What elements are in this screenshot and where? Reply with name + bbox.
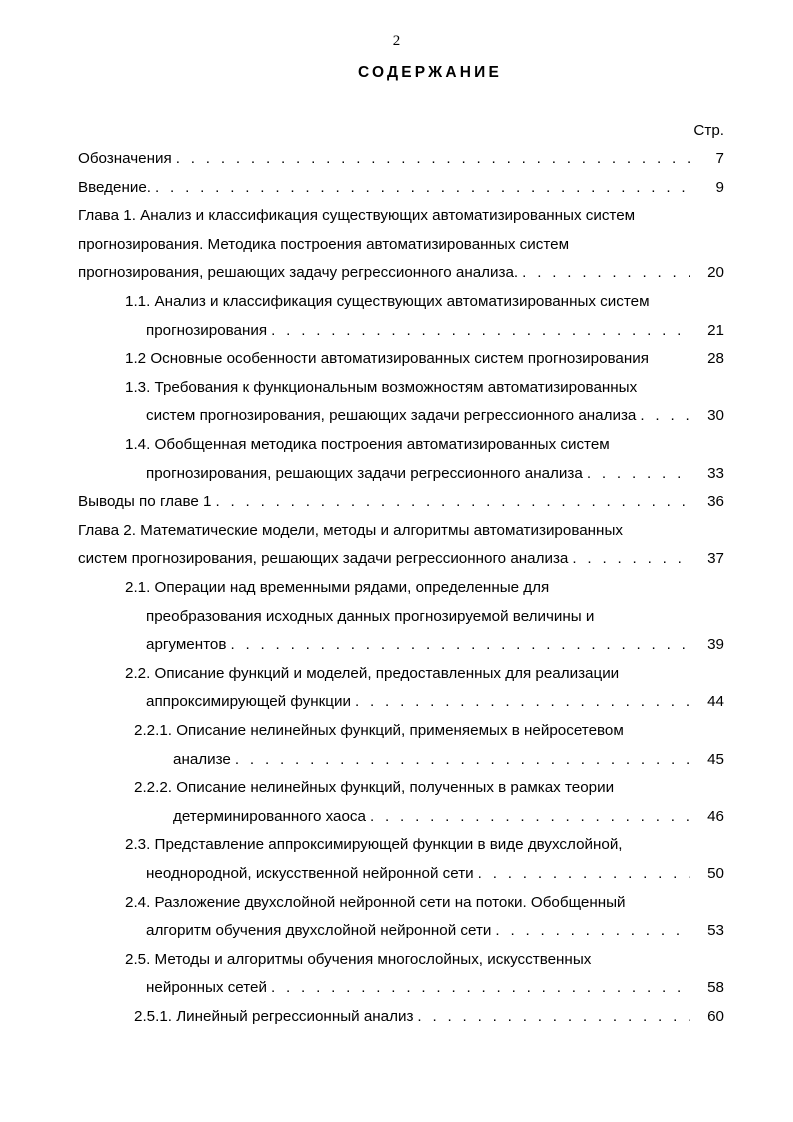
toc-entry xyxy=(78,488,724,516)
toc-entry-page: 50 xyxy=(707,865,724,882)
leader-dots xyxy=(474,860,690,888)
page-number: 2 xyxy=(392,33,401,49)
leader-dots xyxy=(231,746,690,774)
toc-entry-page: 21 xyxy=(707,321,724,339)
toc-entry-text: нейронных сетей xyxy=(146,979,267,997)
toc-entry-page: 39 xyxy=(707,636,724,654)
toc-entry xyxy=(146,631,724,659)
toc-entry-text: прогнозирования xyxy=(146,321,268,339)
toc-entry-text: Обозначения xyxy=(78,150,172,167)
leader-dots xyxy=(267,317,690,345)
toc-entry-page: 44 xyxy=(707,693,724,711)
toc-entry-line: 2.3. Представление аппроксимирующей функции в виде двухслойной, xyxy=(125,836,623,854)
leader-dots xyxy=(351,688,690,716)
toc-entry-page: 33 xyxy=(707,464,724,482)
toc-entry-page: 9 xyxy=(715,178,724,196)
toc-entry-line: 2.2.2. Описание нелинейных функций, полученных в рамках теории xyxy=(134,779,615,797)
leader-dots xyxy=(491,917,690,945)
toc-entry-line: 2.2.1. Описание нелинейных функций, применяемых в нейросетевом xyxy=(134,722,624,739)
toc-entry-page: 36 xyxy=(707,493,724,511)
toc-entry-text: неоднородной, искусственной нейронной сети xyxy=(146,865,474,882)
toc-entry-line: 2.1. Операции над временными рядами, определенные для xyxy=(125,579,550,596)
toc-entry-page: 53 xyxy=(707,922,724,940)
toc-entry-page: 58 xyxy=(707,979,724,997)
toc-entry-line: преобразования исходных данных прогнозируемой величины и xyxy=(146,607,595,625)
toc-entry-text: анализе xyxy=(173,750,231,768)
toc-entry-line: Глава 2. Математические модели, методы и алгоритмы автоматизированных xyxy=(78,521,623,539)
page-title: СОДЕРЖАНИЕ xyxy=(357,64,503,81)
toc-entry-line: 2.5. Методы и алгоритмы обучения многослойных, искусственных xyxy=(125,950,592,968)
toc-entry xyxy=(134,1003,724,1031)
leader-dots xyxy=(172,145,690,173)
toc-entry-page: 45 xyxy=(707,750,724,768)
toc-entry xyxy=(146,317,724,345)
leader-dots xyxy=(518,259,690,287)
toc-entry-text: детерминированного хаоса xyxy=(173,807,366,825)
toc-entry xyxy=(146,688,724,716)
toc-entry-text: систем прогнозирования, решающих задачи регрессионного анализа xyxy=(78,550,569,568)
toc-entry-line: 1.3. Требования к функциональным возможностям автоматизированных xyxy=(125,378,638,396)
toc-entry-text: Введение. xyxy=(78,178,151,196)
toc-entry-text: прогнозирования, решающих задачи регрессионного анализа xyxy=(146,464,583,482)
toc-entry-page: 46 xyxy=(707,807,724,825)
toc-entry-page: 60 xyxy=(707,1008,724,1025)
toc-entry-line: 2.4. Разложение двухслойной нейронной сети на потоки. Обобщенный xyxy=(125,893,626,911)
leader-dots xyxy=(151,174,690,202)
toc-entry xyxy=(146,974,724,1002)
toc-entry-text: аппроксимирующей функции xyxy=(146,693,351,711)
leader-dots xyxy=(211,488,690,516)
toc-entry-page: 37 xyxy=(707,550,724,568)
toc-entry-text: 1.2 Основные особенности автоматизированных систем прогнозирования xyxy=(125,350,649,368)
toc-entry xyxy=(173,803,724,831)
leader-dots xyxy=(636,402,690,430)
toc-entry xyxy=(146,460,724,488)
leader-dots xyxy=(366,803,690,831)
toc-entry-line: 1.1. Анализ и классификация существующих автоматизированных систем xyxy=(125,293,650,310)
toc-entry-line: Глава 1. Анализ и классификация существующих автоматизированных систем xyxy=(78,207,636,225)
toc-entry-page: 28 xyxy=(707,350,724,368)
toc-entry xyxy=(125,345,724,373)
toc-entry-line: прогнозирования. Методика построения автоматизированных систем xyxy=(78,235,570,253)
page-column-label: Стр. xyxy=(693,122,724,139)
toc-entry-page: 30 xyxy=(707,407,724,425)
toc-entry-text: 2.5.1. Линейный регрессионный анализ xyxy=(134,1008,414,1025)
toc-entry xyxy=(78,145,724,173)
toc-entry-text: алгоритм обучения двухслойной нейронной сети xyxy=(146,922,492,940)
toc-entry xyxy=(146,860,724,888)
leader-dots xyxy=(226,631,690,659)
toc-entry-page: 7 xyxy=(715,150,724,167)
leader-dots xyxy=(568,545,690,573)
toc-entry xyxy=(146,402,724,430)
toc-entry-text: систем прогнозирования, решающих задачи регрессионного анализа xyxy=(146,407,637,425)
toc-entry-line: 2.2. Описание функций и моделей, предоставленных для реализации xyxy=(125,664,620,682)
toc-entry xyxy=(146,917,724,945)
toc-entry-line: 1.4. Обобщенная методика построения автоматизированных систем xyxy=(125,436,610,453)
toc-entry xyxy=(78,174,724,202)
toc-entry xyxy=(78,545,724,573)
toc-entry-text: Выводы по главе 1 xyxy=(78,493,212,511)
toc-entry-text: аргументов xyxy=(146,636,227,654)
leader-dots xyxy=(267,974,690,1002)
toc-entry-page: 20 xyxy=(707,264,724,282)
leader-dots xyxy=(583,460,690,488)
toc-entry-text: прогнозирования, решающих задачу регрессионного анализа. xyxy=(78,264,519,282)
toc-entry xyxy=(78,259,724,287)
leader-dots xyxy=(413,1003,690,1031)
toc-entry xyxy=(173,746,724,774)
